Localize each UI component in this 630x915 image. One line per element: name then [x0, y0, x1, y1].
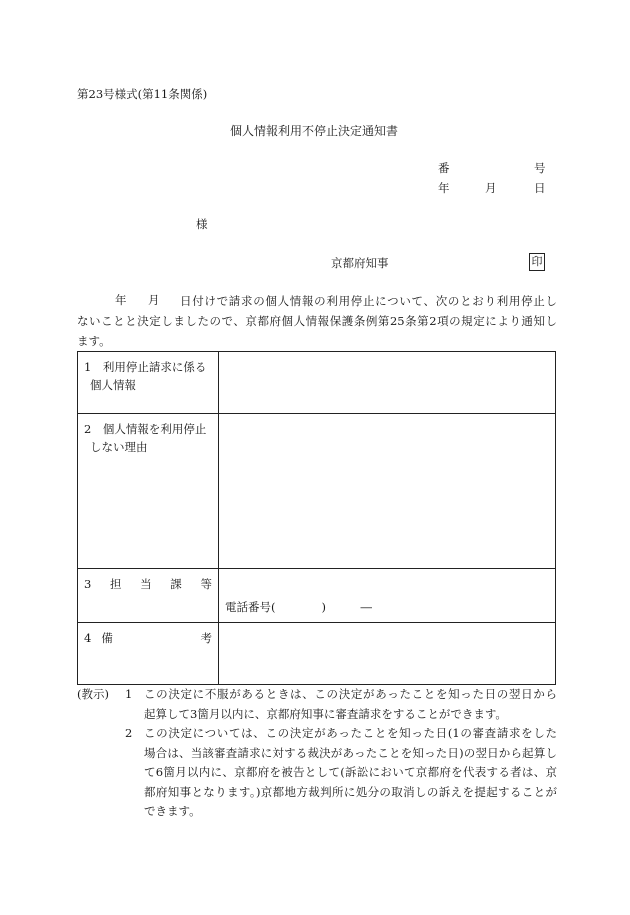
body-paragraph-line1: [180, 291, 557, 311]
body-line2: ないことと決定しましたので、京都府個人情報保護条例第25条第2項の規定により通知し: [77, 314, 557, 328]
phone-number-label: 電話番号( ) ―: [225, 600, 372, 614]
body-paragraph: [77, 311, 557, 351]
label-cell: [78, 569, 219, 623]
form-number: 第23号様式(第11条関係): [77, 87, 208, 101]
notes-lead: (教示): [77, 687, 109, 701]
note-2-number: 2: [125, 726, 133, 740]
label-cell: [78, 414, 219, 569]
row3-char: 当: [140, 577, 152, 591]
note-2-line4: 都府知事となります。)京都地方裁判所に処分の取消しの訴えを提起することが: [144, 784, 557, 799]
seal-icon: 印: [529, 253, 545, 271]
reference-ban: 番: [438, 161, 450, 175]
note-2-line2: 場合は、当該審査請求に対する裁決があったことを知った日)の翌日から起算し: [144, 745, 557, 760]
note-1-number: 1: [125, 687, 133, 701]
row4-num: 4: [84, 631, 92, 645]
body-line1-text: 日付けで請求の個人情報の利用停止について、次のとおり利用停止し: [180, 294, 557, 308]
body-tsuki: 月: [148, 293, 160, 307]
date-nen: 年: [438, 181, 450, 195]
issuer-name: 京都府知事: [331, 256, 389, 270]
label-cell: [78, 623, 219, 685]
row1-value-cell[interactable]: [219, 352, 556, 414]
note-item-1: [77, 685, 557, 724]
note-2-line5: できます。: [144, 804, 201, 818]
table-row: [78, 623, 556, 685]
row1-label-line2: 個人情報: [90, 378, 136, 392]
seal-mark: [529, 253, 545, 271]
row3-char: 課: [170, 577, 182, 591]
note-item-2: [77, 724, 557, 822]
row3-char: 担: [109, 577, 122, 591]
reference-go: 号: [534, 161, 546, 175]
note-2-line3: て6箇月以内に、京都府を被告として(訴訟において京都府を代表する者は、京: [144, 765, 557, 779]
note-2-line1: この決定については、この決定があったことを知った日(1の審査請求をした: [144, 726, 557, 740]
note-1-line1: この決定に不服があるときは、この決定があったことを知った日の翌日から: [144, 687, 557, 701]
date-tsuki: 月: [485, 181, 497, 195]
document-title: 個人情報利用不停止決定通知書: [230, 124, 399, 138]
row4-value-cell[interactable]: [219, 623, 556, 685]
table-row: [78, 414, 556, 569]
body-nen: 年: [115, 293, 127, 307]
note-1-line2: 起算して3箇月以内に、京都府知事に審査請求をすることができます。: [144, 706, 507, 721]
row3-char: 等: [200, 577, 212, 591]
row4-char: 考: [200, 631, 212, 645]
label-cell: [78, 352, 219, 414]
date-hi: 日: [534, 181, 546, 195]
row3-num: 3: [84, 577, 92, 591]
row3-value-cell[interactable]: [219, 569, 556, 623]
addressee-sama: 様: [196, 217, 208, 231]
table-row: [78, 352, 556, 414]
row2-value-cell[interactable]: [219, 414, 556, 569]
body-line3: ます。: [77, 334, 111, 348]
row2-label-line1: 2 個人情報を利用停止: [84, 422, 207, 436]
info-table: [77, 351, 556, 685]
row4-char: 備: [101, 631, 113, 645]
row1-label-line1: 1 利用停止請求に係る: [84, 360, 207, 374]
row2-label-line2: しない理由: [90, 440, 148, 454]
table-row: [78, 569, 556, 623]
instruction-notes: [77, 685, 557, 822]
